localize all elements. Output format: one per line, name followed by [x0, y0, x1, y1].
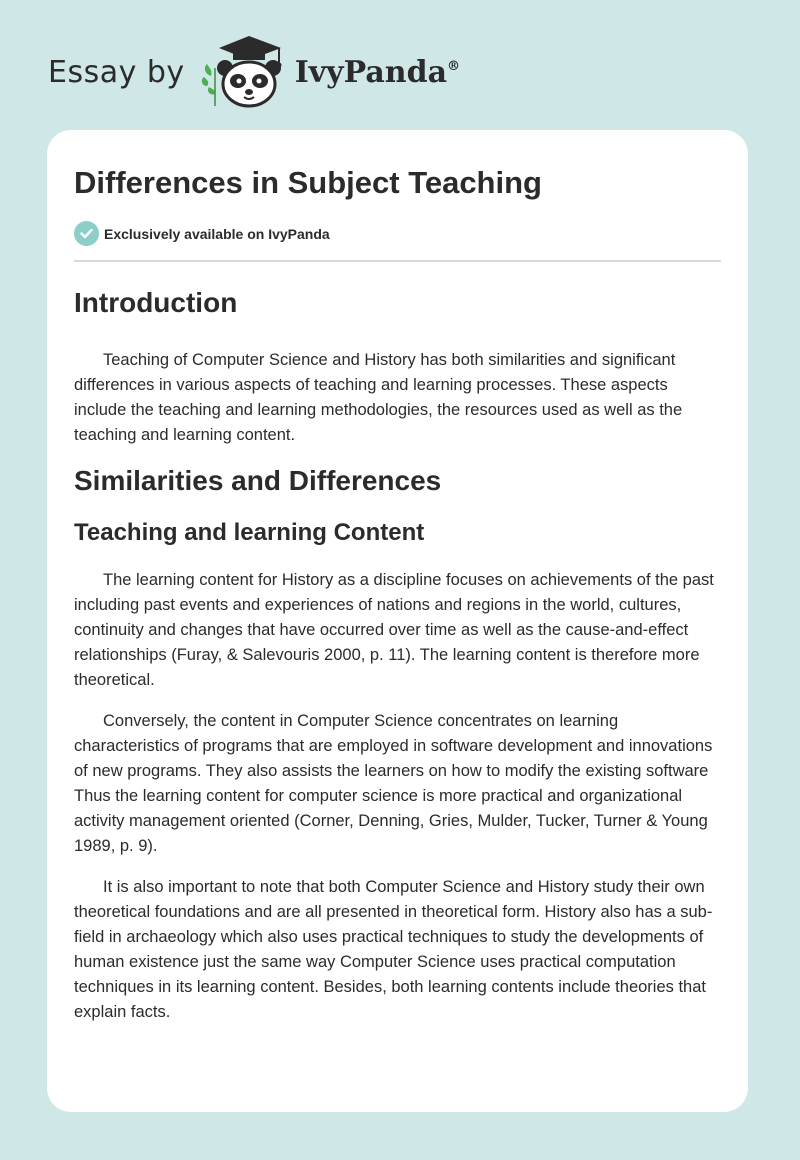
section-heading-similarities: Similarities and Differences [74, 464, 442, 496]
essay-by-label: Essay by [48, 54, 185, 90]
brand-name[interactable] [295, 55, 460, 90]
panda-logo-icon[interactable] [201, 34, 291, 110]
site-header [48, 32, 460, 112]
essay-card [47, 130, 748, 1112]
subheading-teaching-content: Teaching and learning Content [74, 519, 425, 547]
registered-mark: ® [447, 58, 461, 74]
page-title: Differences in Subject Teaching [74, 165, 542, 200]
paragraph: Conversely, the content in Computer Science concentrates on learning characteristics of programs that are employed in software development and innovations of new programs. They also assists the learners on how to modify the existing software Thus the learning content for computer science is more practical and organizational activity management oriented (Corner, Denning, Gries, Mulder, Tucker, Turner & Young 1989, p. 9). [74, 712, 713, 856]
section-heading-introduction: Introduction [74, 287, 238, 319]
badge-text: Exclusively available on IvyPanda [104, 225, 330, 242]
divider [74, 260, 721, 262]
paragraph: Teaching of Computer Science and History has both similarities and significant differences in various aspects of teaching and learning processes. These aspects include the teaching and learning methodologies, the resources used as well as the teaching and learning content. [74, 350, 683, 444]
check-icon [74, 221, 99, 246]
exclusive-badge [74, 221, 721, 246]
brand-text: IvyPanda [294, 54, 448, 90]
paragraph: The learning content for History as a discipline focuses on achievements of the past including past events and experiences of nations and regions in the world, cultures, continuity and changes that have occurred over time as well as the cause-and-effect relationships (Furay, & Salevouris 2000, p. 11). The learning content is therefore more theoretical. [74, 571, 714, 690]
paragraph: It is also important to note that both Computer Science and History study their own theoretical foundations and are all presented in theoretical form. History also has a sub-field in archaeology which also uses practical techniques to study the developments of human existence just the same way Computer Science uses practical computation techniques in its learning content. Besides, both learning contents include theories that explain facts. [74, 878, 713, 1022]
